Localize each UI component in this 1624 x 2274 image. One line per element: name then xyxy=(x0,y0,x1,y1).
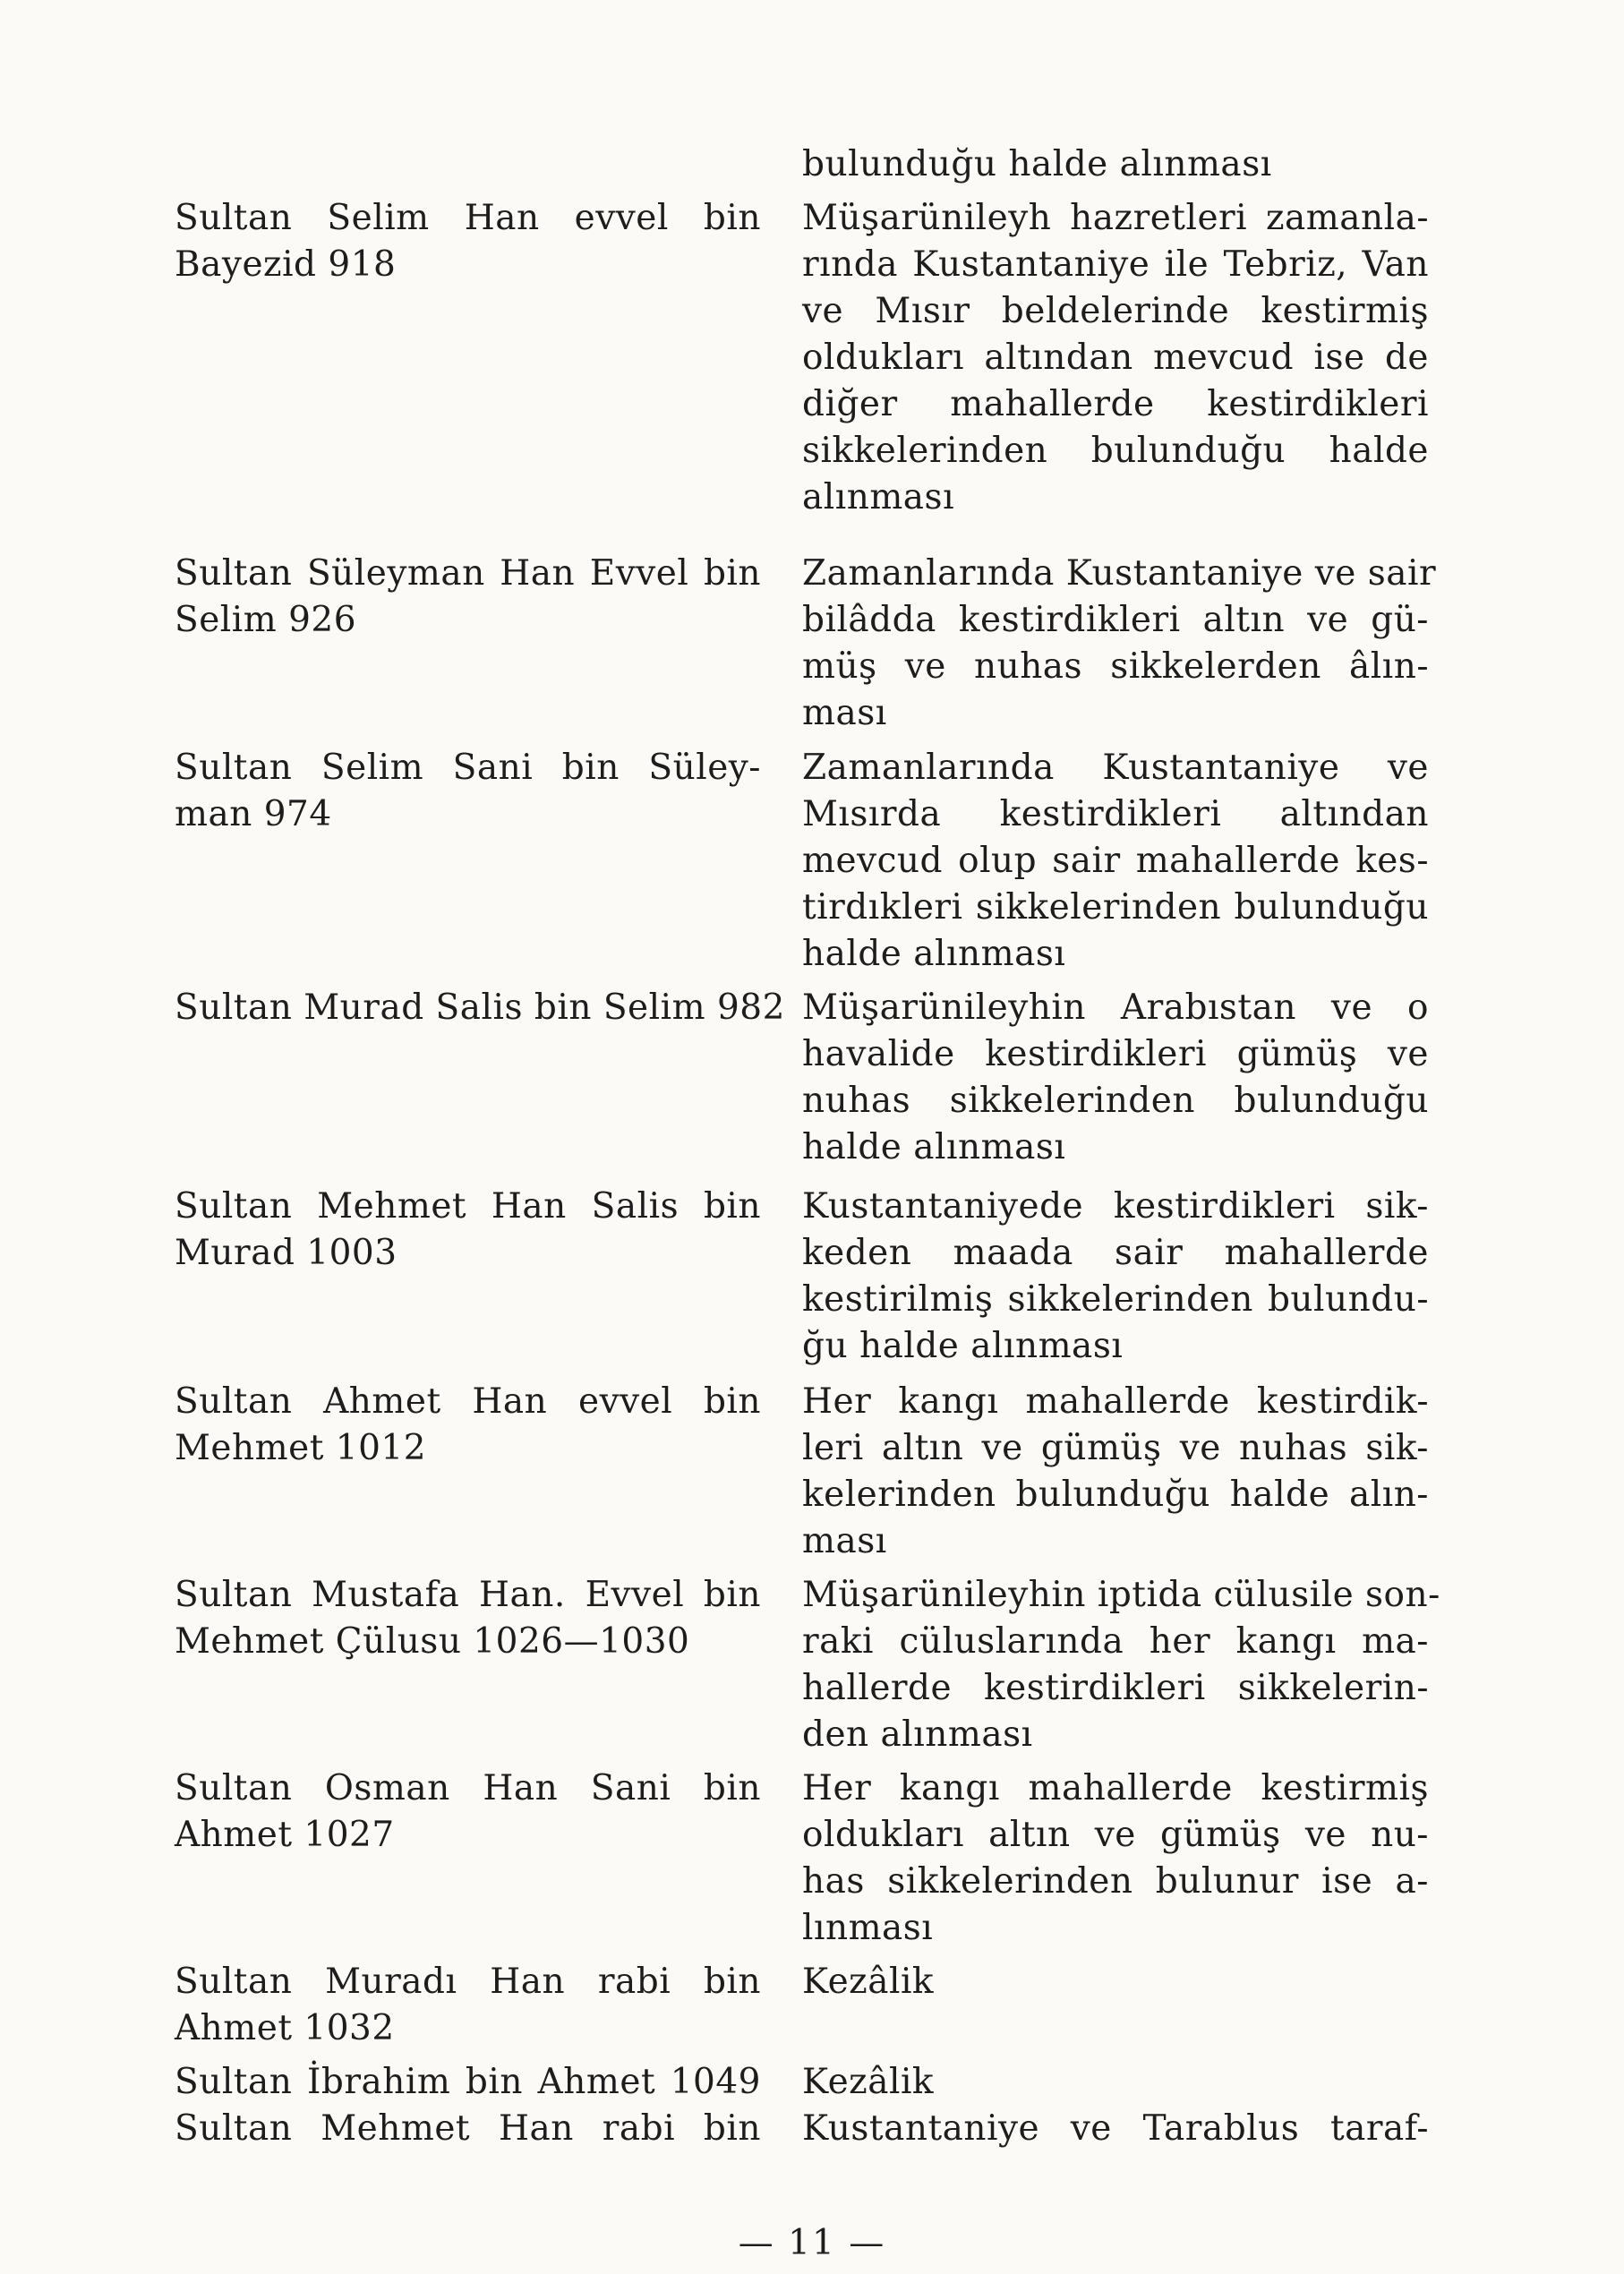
text-line: bulunduğu halde alınması xyxy=(802,144,1272,184)
text-line: nuhas sikkelerinden bulunduğu xyxy=(802,1081,1429,1121)
sultan-line: Sultan Murad Salis bin Selim 982 xyxy=(175,987,785,1028)
sultan-line: Murad 1003 xyxy=(175,1233,397,1273)
text-line: Zamanlarında Kustantaniye ve xyxy=(802,748,1429,788)
text-line: alınması xyxy=(802,477,955,517)
text-line: mevcud olup sair mahallerde kes- xyxy=(802,841,1429,881)
page-number: — 11 — xyxy=(738,2223,886,2263)
text-line: kestirilmiş sikkelerinden bulundu- xyxy=(802,1279,1429,1320)
text-line: halde alınması xyxy=(802,1127,1066,1167)
text-line: Her kangı mahallerde kestirdik- xyxy=(802,1381,1429,1422)
text-line: halde alınması xyxy=(802,934,1066,974)
sultan-line: Sultan İbrahim bin Ahmet 1049 xyxy=(175,2062,761,2102)
text-line: Kezâlik xyxy=(802,2062,935,2102)
text-line: keden maada sair mahallerde xyxy=(802,1233,1429,1273)
sultan-line: man 974 xyxy=(175,794,332,834)
text-line: Müşarünileyhin Arabıstan ve o xyxy=(802,987,1429,1028)
text-line: oldukları altın ve gümüş ve nu- xyxy=(802,1815,1429,1855)
text-line: lınması xyxy=(802,1908,934,1948)
text-line: ması xyxy=(802,693,887,733)
text-line: raki cüluslarında her kangı ma- xyxy=(802,1621,1429,1662)
text-line: Müşarünileyhin iptida cülusile son- xyxy=(802,1575,1440,1615)
sultan-line: Sultan Selim Sani bin Süley- xyxy=(175,748,761,788)
sultan-line: Sultan Osman Han Sani bin xyxy=(175,1768,761,1808)
sultan-line: Sultan Muradı Han rabi bin xyxy=(175,1962,761,2002)
text-line: ması xyxy=(802,1521,887,1561)
text-line: tirdıkleri sikkelerinden bulunduğu xyxy=(802,887,1429,928)
sultan-line: Sultan Süleyman Han Evvel bin xyxy=(175,553,761,594)
text-line: Müşarünileyh hazretleri zamanla- xyxy=(802,198,1429,238)
text-line: oldukları altından mevcud ise de xyxy=(802,338,1429,378)
text-line: Kustantaniye ve Tarablus taraf- xyxy=(802,2108,1429,2149)
text-line: ğu halde alınması xyxy=(802,1326,1124,1366)
sultan-line: Sultan Mehmet Han rabi bin xyxy=(175,2108,761,2149)
text-line: Kezâlik xyxy=(802,1962,935,2002)
text-line: has sikkelerinden bulunur ise a- xyxy=(802,1861,1429,1902)
text-line: havalide kestirdikleri gümüş ve xyxy=(802,1034,1429,1074)
text-line: hallerde kestirdikleri sikkelerin- xyxy=(802,1668,1429,1708)
text-line: sikkelerinden bulunduğu halde xyxy=(802,431,1429,471)
sultan-line: Sultan Ahmet Han evvel bin xyxy=(175,1381,761,1422)
text-line: Zamanlarında Kustantaniye ve sair xyxy=(802,553,1437,594)
text-line: Kustantaniyede kestirdikleri sik- xyxy=(802,1186,1429,1227)
text-line: den alınması xyxy=(802,1714,1033,1755)
sultan-line: Ahmet 1032 xyxy=(175,2008,395,2048)
text-line: bilâdda kestirdikleri altın ve gü- xyxy=(802,600,1429,640)
text-line: ve Mısır beldelerinde kestirmiş xyxy=(802,291,1429,331)
sultan-line: Sultan Mustafa Han. Evvel bin xyxy=(175,1575,761,1615)
text-line: kelerinden bulunduğu halde alın- xyxy=(802,1475,1429,1515)
text-line: rında Kustantaniye ile Tebriz, Van xyxy=(802,244,1429,285)
sultan-line: Bayezid 918 xyxy=(175,244,397,285)
text-line: müş ve nuhas sikkelerden âlın- xyxy=(802,646,1429,687)
sultan-line: Mehmet Çülusu 1026—1030 xyxy=(175,1621,690,1662)
text-line: Her kangı mahallerde kestirmiş xyxy=(802,1768,1429,1808)
sultan-line: Selim 926 xyxy=(175,600,357,640)
sultan-line: Mehmet 1012 xyxy=(175,1428,427,1468)
text-line: Mısırda kestirdikleri altından xyxy=(802,794,1429,834)
sultan-line: Sultan Mehmet Han Salis bin xyxy=(175,1186,761,1227)
sultan-line: Ahmet 1027 xyxy=(175,1815,395,1855)
text-line: leri altın ve gümüş ve nuhas sik- xyxy=(802,1428,1429,1468)
sultan-line: Sultan Selim Han evvel bin xyxy=(175,198,761,238)
text-line: diğer mahallerde kestirdikleri xyxy=(802,384,1429,424)
